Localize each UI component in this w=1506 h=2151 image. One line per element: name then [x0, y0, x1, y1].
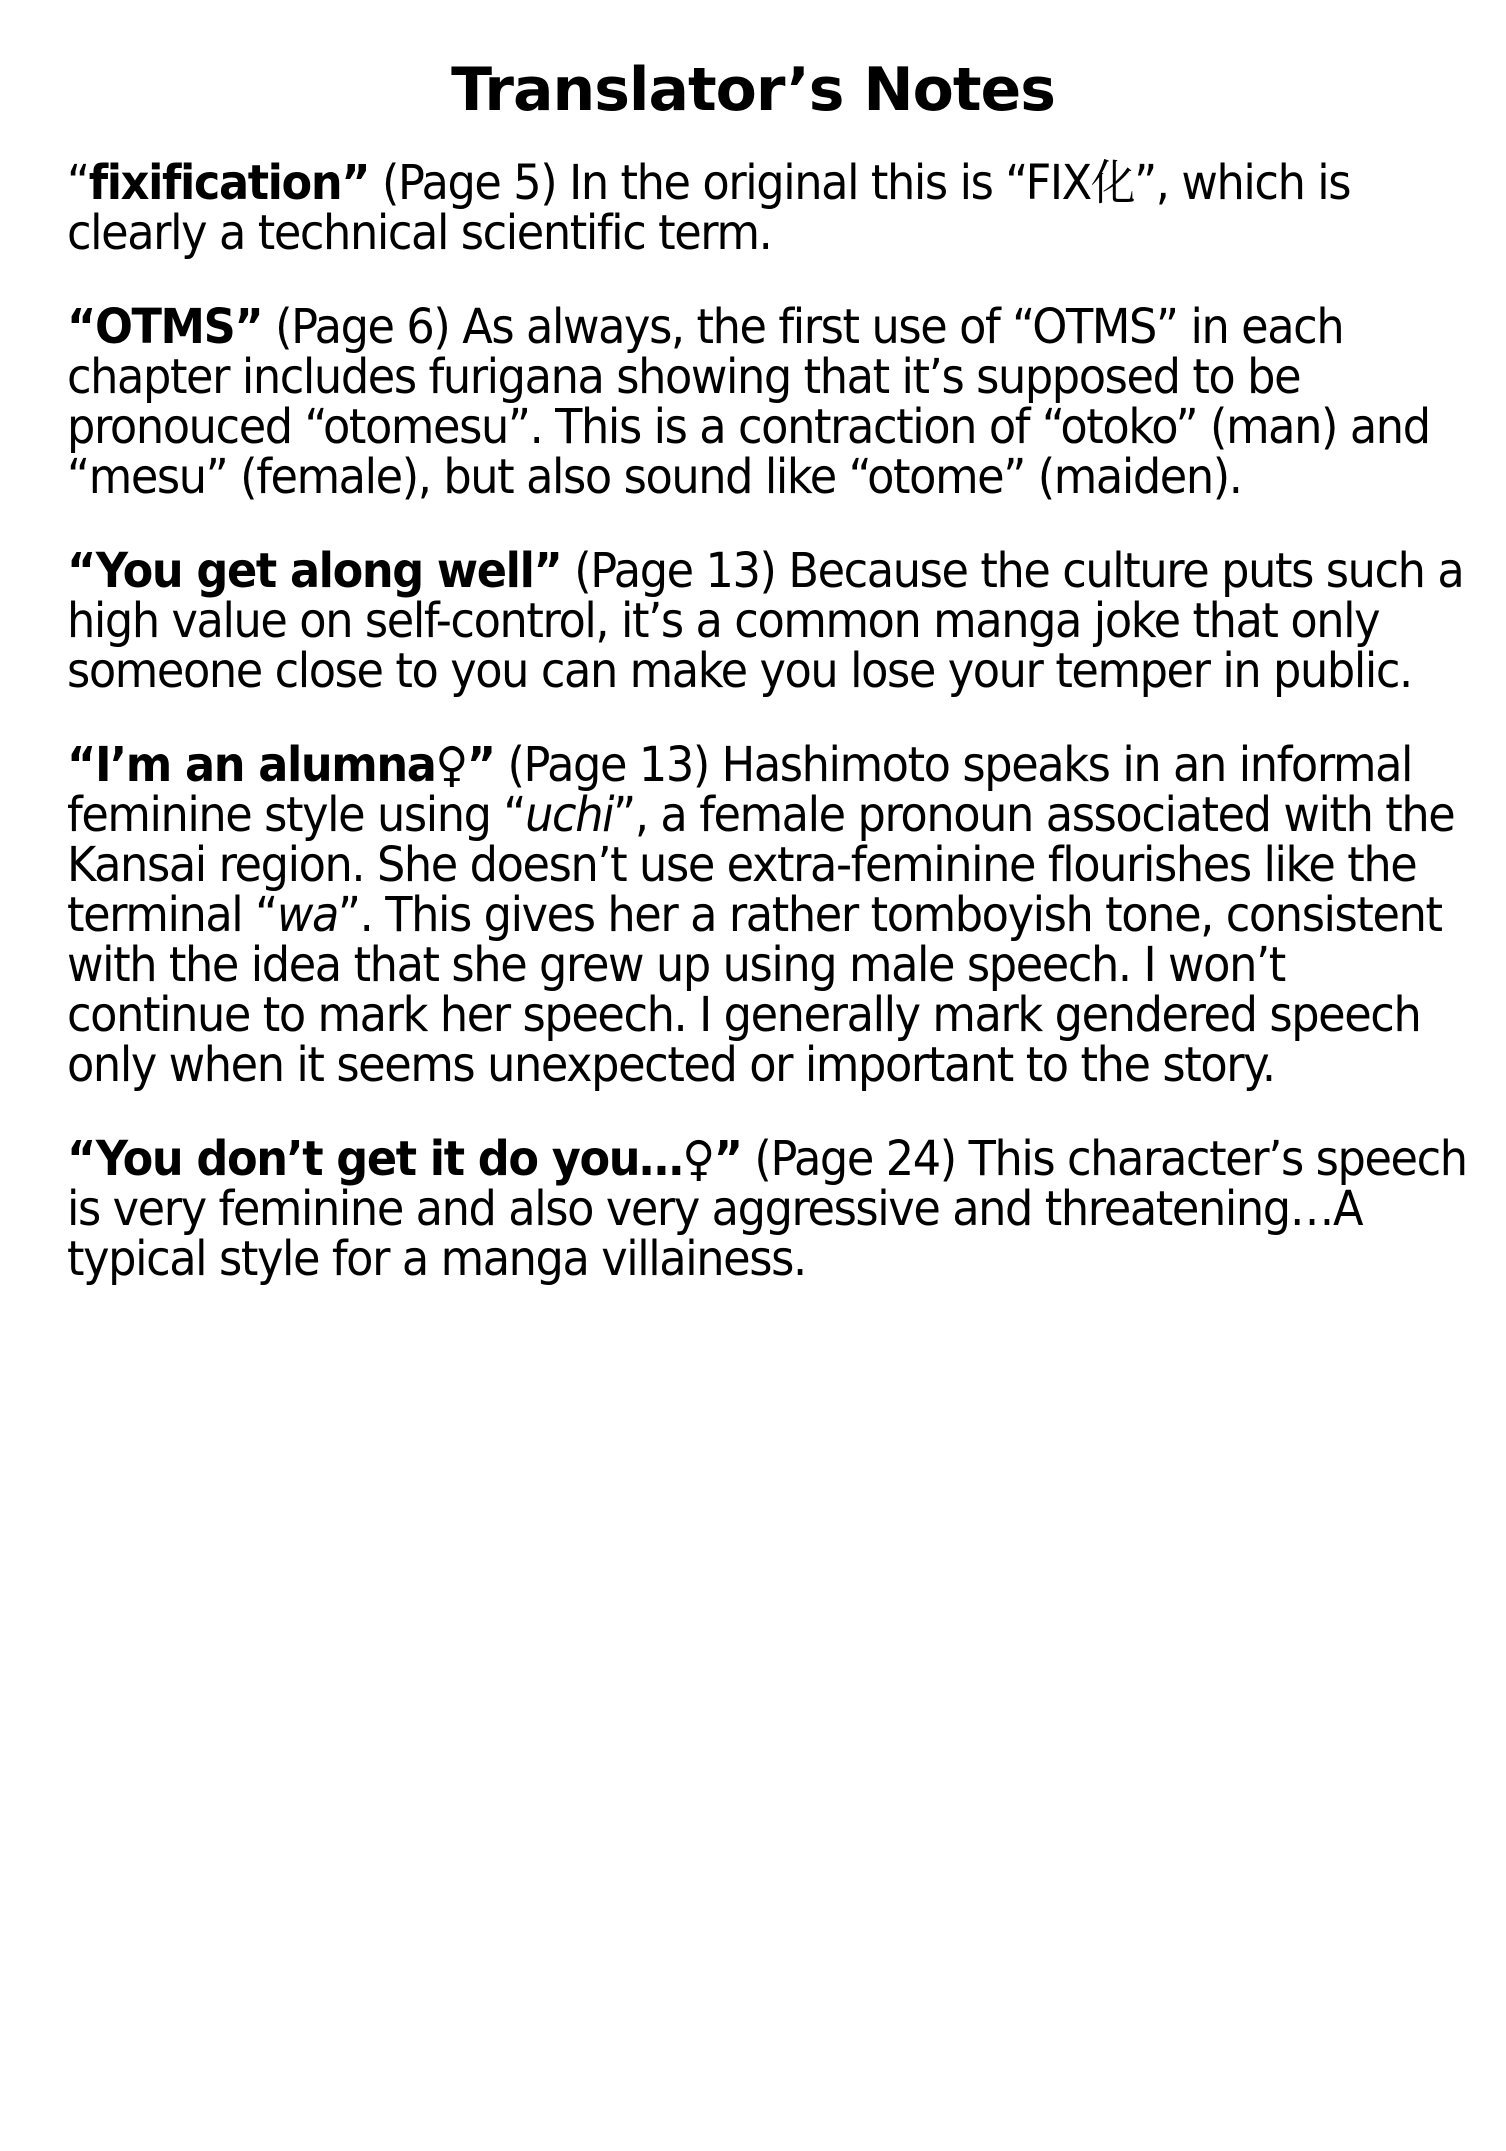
- note-term: “I’m an alumna♀”: [67, 737, 495, 793]
- note-dont-get-it: [67, 1131, 1471, 1287]
- note-term: “You get along well”: [67, 543, 562, 599]
- note-italic-word: uchi: [525, 787, 614, 843]
- note-text: (Page 13) Because the culture puts such a high value on self-control, it’s a common manga joke that only someone close to you can make you lose your temper in public.: [67, 543, 1464, 699]
- note-get-along: [67, 543, 1471, 699]
- note-text: (Page 6) As always, the first use of “OTMS” in each chapter includes furigana showing that it’s supposed to be pronouced “otomesu”. This is a contraction of “otoko” (man) and “mesu” (female), but also sound like “otome” (maiden).: [67, 299, 1430, 505]
- page-title: Translator’s Notes: [451, 55, 1055, 125]
- note-term: fixification”: [88, 155, 370, 211]
- note-italic-word: wa: [276, 887, 338, 943]
- note-text: ”, a female pronoun associated with the Kansai region. She doesn’t use extra-feminine flourishes like the terminal “: [67, 787, 1455, 943]
- note-text: (Page 13) Hashimoto speaks in an informal feminine style using “: [67, 737, 1413, 843]
- note-term: “You don’t get it do you…♀”: [67, 1131, 742, 1187]
- note-alumna: [67, 737, 1471, 1093]
- note-otms: [67, 299, 1471, 505]
- note-text: (Page 5) In the original this is “FIX化”, which is clearly a technical scientific term.: [67, 155, 1351, 261]
- note-term: “OTMS”: [67, 299, 263, 355]
- notes-list: [67, 155, 1467, 1328]
- note-open-quote: “: [67, 155, 89, 211]
- note-text: ”. This gives her a rather tomboyish tone, consistent with the idea that she grew up using male speech. I won’t continue to mark her speech. I generally mark gendered speech only when it seems unexpected or important to the story.: [67, 887, 1442, 1093]
- note-text: (Page 24) This character’s speech is very feminine and also very aggressive and threatening…A typical style for a manga villainess.: [67, 1131, 1467, 1287]
- note-fixification: [67, 155, 1471, 261]
